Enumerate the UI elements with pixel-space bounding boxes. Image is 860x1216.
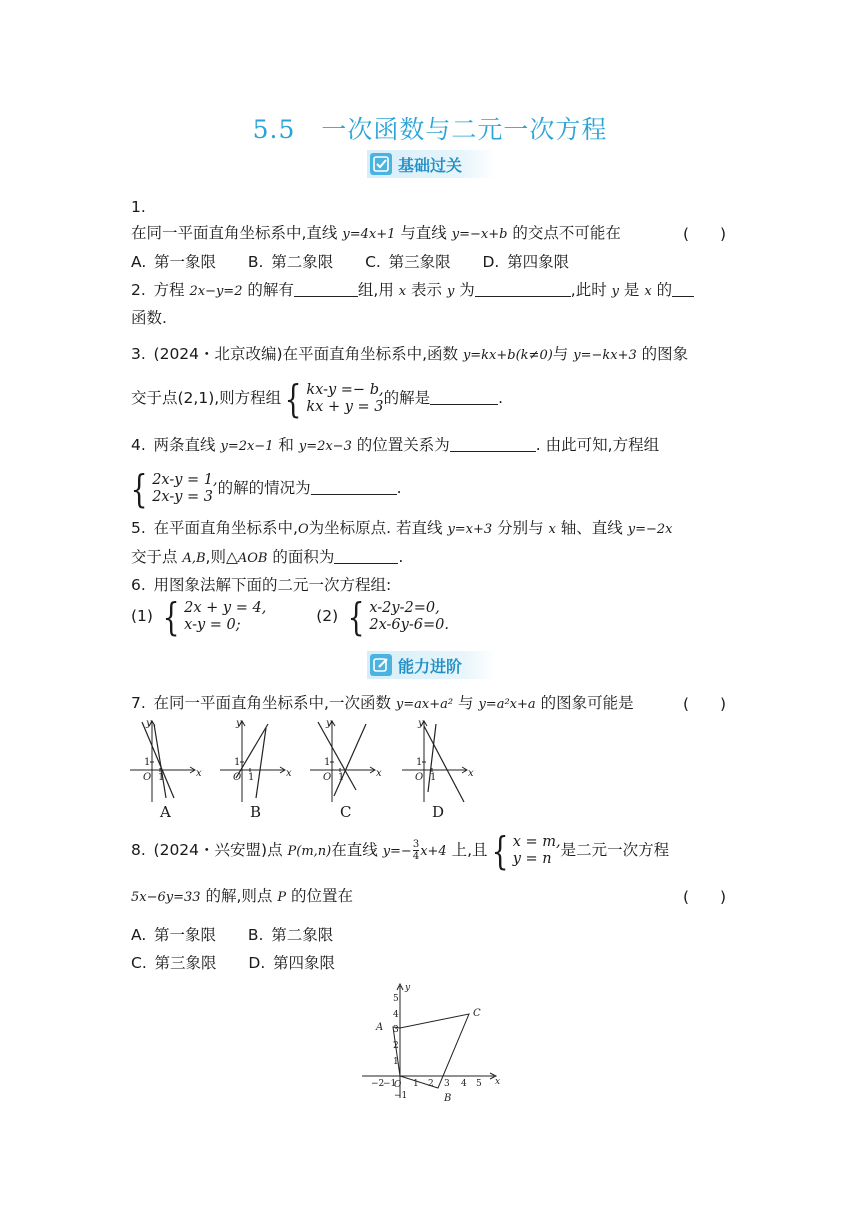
function-line (256, 728, 266, 798)
equation-system: { 2x + y = 4, x-y = 0; (162, 594, 267, 639)
y-tick-negative: −1 (394, 1091, 408, 1101)
pencil-icon (370, 654, 392, 676)
x-tick: −2 (371, 1079, 385, 1089)
x-axis-label: x (495, 1077, 501, 1087)
point-b-label: B (444, 1093, 452, 1104)
y-axis-label: y (418, 718, 424, 729)
y-one-label: 1 (144, 757, 151, 768)
answer-paren-7[interactable]: ( ) (683, 695, 727, 713)
question-1-number: 1. (131, 198, 146, 216)
x-axis-label: x (376, 768, 382, 779)
equation-system: { x-2y-2=0, 2x-6y-6=0. (347, 594, 449, 639)
option-b[interactable]: B. 第二象限 (247, 253, 334, 271)
point-a-label: A (376, 1022, 384, 1033)
x-one-label: 1 (338, 772, 345, 783)
question-1-stem: 在同一平面直角坐标系中,直线 y=4x+1 与直线 y=−x+b 的交点不可能在 (131, 224, 621, 242)
question-8-line-1: 8. (2024・兴安盟)点 P(m,n)在直线 y=− $\frac{3}{4}$ x+4 上,且 { x = m, y = n 是二元一次方程 (131, 828, 670, 873)
y-tick: 1 (393, 1057, 399, 1067)
blank-field[interactable] (334, 547, 398, 564)
question-4-line-2: { 2x-y = 1, 2x-y = 3 的解的情况为 . (127, 469, 402, 508)
x-axis-label: x (468, 768, 474, 779)
blank-field[interactable] (311, 478, 397, 495)
section-header-advanced (367, 651, 495, 679)
question-2-line-2: 函数. (131, 309, 167, 327)
option-graph-a (130, 718, 208, 808)
question-1-options (131, 251, 569, 273)
option-a[interactable]: A. 第一象限 (131, 253, 217, 271)
function-line (154, 724, 166, 798)
question-6-systems: (1) { 2x + y = 4, x-y = 0; (2) { x-2y-2=0, 2x-6y-6=0. (131, 594, 449, 639)
y-tick: 5 (393, 994, 399, 1004)
option-graph-label[interactable]: C (340, 803, 352, 821)
blank-field[interactable] (430, 388, 498, 405)
question-3-line-1: 3. (2024・北京改编)在平面直角坐标系中,函数 y=kx+b(k≠0)与 y=−kx+3 的图象 (131, 345, 689, 363)
y-axis-label: y (326, 718, 332, 729)
answer-paren-8[interactable]: ( ) (683, 888, 727, 906)
y-one-label: 1 (416, 757, 423, 768)
coordinate-figure (358, 980, 508, 1106)
checklist-icon (370, 153, 392, 175)
origin-label: O (415, 772, 424, 783)
option-d[interactable]: D. 第四象限 (248, 954, 336, 972)
option-c[interactable]: C. 第三象限 (365, 253, 451, 271)
option-graph-d (402, 718, 480, 808)
question-7-stem: 7. 在同一平面直角坐标系中,一次函数 y=ax+a² 与 y=a²x+a 的图象可能是 (131, 694, 634, 712)
quadrilateral-shape (393, 1014, 469, 1088)
question-6-stem: 6. 用图象法解下面的二元一次方程组: (131, 576, 392, 594)
y-tick: 4 (393, 1010, 399, 1020)
question-2-line-1: 2. 方程 2x−y=2 的解有 组,用 x 表示 y 为 ,此时 y 是 x 的 (131, 279, 694, 303)
option-graph-label[interactable]: D (432, 803, 445, 821)
point-c-label: C (473, 1008, 481, 1019)
y-axis-label: y (405, 983, 411, 993)
question-5-line-2: 交于点 A,B,则△AOB 的面积为 . (131, 548, 404, 566)
equation-system: { x = m, y = n (491, 828, 561, 873)
option-b[interactable]: B. 第二象限 (247, 926, 334, 944)
x-tick: 3 (444, 1079, 450, 1089)
equation-system: { 2x-y = 1, 2x-y = 3 (130, 466, 218, 511)
x-tick: 2 (428, 1079, 434, 1089)
question-4-line-1: 4. 两条直线 y=2x−1 和 y=2x−3 的位置关系为 . 由此可知,方程组 (131, 436, 660, 454)
y-axis-label: y (236, 718, 242, 729)
x-tick: −1 (383, 1079, 397, 1089)
option-a[interactable]: A. 第一象限 (131, 926, 217, 944)
x-tick: 1 (413, 1079, 419, 1089)
option-graph-b (220, 718, 298, 808)
x-one-label: 1 (430, 772, 437, 783)
page-title: 5.5 一次函数与二元一次方程 (252, 115, 608, 144)
function-line (424, 726, 464, 802)
origin-label: O (323, 772, 332, 783)
option-graph-label[interactable]: B (250, 803, 262, 821)
origin-label: O (143, 772, 152, 783)
question-8-options-row-2 (131, 952, 335, 974)
y-tick: 3 (393, 1025, 399, 1035)
y-one-label: 1 (234, 757, 241, 768)
equation-system: { kx-y =− b, kx + y = 3 (284, 376, 384, 421)
section-label: 能力进阶 (398, 656, 463, 676)
x-axis-label: x (286, 768, 292, 779)
blank-field[interactable] (294, 280, 358, 297)
x-one-label: 1 (248, 772, 255, 783)
answer-paren-1[interactable]: ( ) (683, 225, 727, 243)
origin-label: O (233, 772, 242, 783)
y-tick: 2 (393, 1041, 399, 1051)
section-header-basic (367, 150, 495, 178)
x-axis-label: x (196, 768, 202, 779)
option-graph-label[interactable]: A (160, 803, 171, 821)
section-label: 基础过关 (398, 155, 463, 175)
option-c[interactable]: C. 第三象限 (131, 954, 217, 972)
option-graph-c (310, 718, 388, 808)
y-axis-label: y (146, 718, 152, 729)
question-8-line-2: 5x−6y=33 的解,则点 P 的位置在 (131, 887, 354, 905)
question-3-line-2: 交于点(2,1),则方程组 { kx-y =− b, kx + y = 3 的解是 . (131, 376, 504, 421)
question-5-line-1: 5. 在平面直角坐标系中,O为坐标原点. 若直线 y=x+3 分别与 x 轴、直线 y=−2x (131, 519, 673, 537)
option-d[interactable]: D. 第四象限 (482, 253, 570, 271)
blank-field[interactable] (450, 435, 536, 452)
x-tick: 4 (461, 1079, 467, 1089)
question-8-options-row-1 (131, 924, 333, 946)
y-one-label: 1 (324, 757, 331, 768)
blank-field[interactable] (475, 280, 571, 297)
fraction: $\frac{3}{4}$ (412, 839, 420, 862)
origin-label: O (394, 1080, 402, 1090)
x-one-label: 1 (158, 772, 165, 783)
x-tick: 5 (476, 1079, 482, 1089)
blank-field[interactable] (672, 280, 694, 297)
